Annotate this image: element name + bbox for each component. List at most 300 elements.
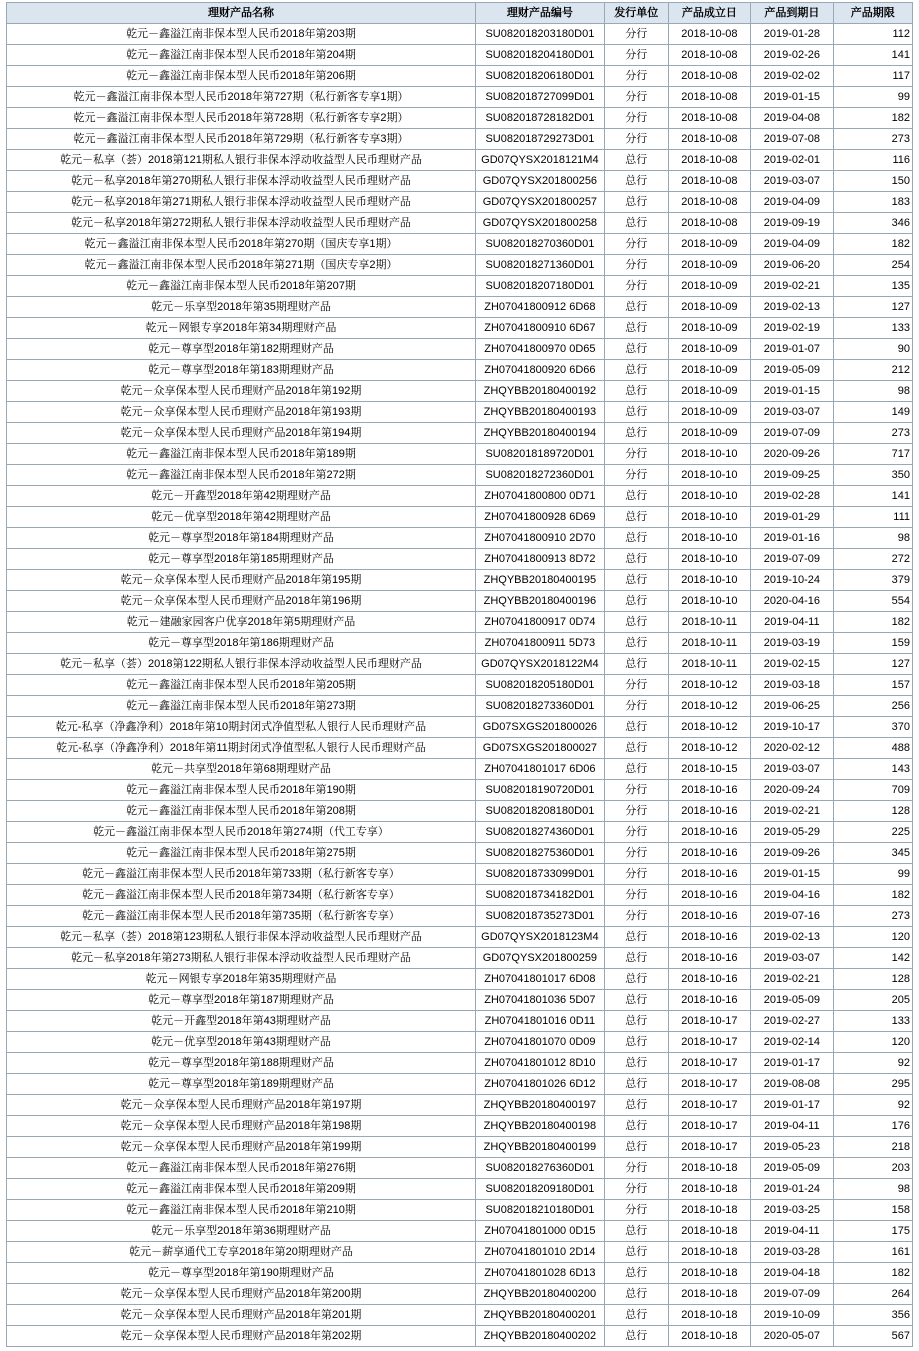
cell-term: 488	[833, 738, 912, 759]
cell-product-code: ZH07041801017 6D08	[475, 969, 604, 990]
cell-product-code: ZH07041800910 6D67	[475, 318, 604, 339]
cell-issuing-unit: 总行	[604, 423, 668, 444]
cell-term: 273	[833, 129, 912, 150]
cell-product-code: ZH07041800920 6D66	[475, 360, 604, 381]
cell-start-date: 2018-10-08	[668, 129, 750, 150]
cell-product-code: SU082018203180D01	[475, 24, 604, 45]
cell-term: 272	[833, 549, 912, 570]
cell-term: 709	[833, 780, 912, 801]
cell-issuing-unit: 总行	[604, 402, 668, 423]
cell-start-date: 2018-10-17	[668, 1116, 750, 1137]
cell-product-code: ZH07041800800 0D71	[475, 486, 604, 507]
cell-product-code: GD07QYSX201800256	[475, 171, 604, 192]
table-row	[7, 1326, 913, 1347]
cell-product-name: 乾元－开鑫型2018年第42期理财产品	[7, 486, 476, 507]
cell-issuing-unit: 分行	[604, 276, 668, 297]
cell-start-date: 2018-10-16	[668, 780, 750, 801]
cell-product-code: ZH07041801010 2D14	[475, 1242, 604, 1263]
cell-product-code: ZH07041801070 0D09	[475, 1032, 604, 1053]
cell-product-name: 乾元－鑫溢江南非保本型人民币2018年第275期	[7, 843, 476, 864]
cell-term: 128	[833, 801, 912, 822]
table-row	[7, 1011, 913, 1032]
cell-issuing-unit: 总行	[604, 213, 668, 234]
table-row	[7, 360, 913, 381]
table-header	[7, 3, 913, 24]
cell-start-date: 2018-10-18	[668, 1284, 750, 1305]
cell-product-name: 乾元－共享型2018年第68期理财产品	[7, 759, 476, 780]
table-row	[7, 1305, 913, 1326]
cell-product-name: 乾元－鑫溢江南非保本型人民币2018年第728期（私行新客专享2期）	[7, 108, 476, 129]
cell-issuing-unit: 总行	[604, 297, 668, 318]
table-row	[7, 45, 913, 66]
cell-term: 98	[833, 1179, 912, 1200]
cell-start-date: 2018-10-16	[668, 822, 750, 843]
cell-product-code: GD07SXGS201800026	[475, 717, 604, 738]
cell-issuing-unit: 总行	[604, 969, 668, 990]
cell-start-date: 2018-10-11	[668, 633, 750, 654]
cell-issuing-unit: 总行	[604, 948, 668, 969]
cell-product-code: SU082018270360D01	[475, 234, 604, 255]
cell-product-name: 乾元－私享2018年第272期私人银行非保本浮动收益型人民币理财产品	[7, 213, 476, 234]
cell-product-code: ZHQYBB20180400197	[475, 1095, 604, 1116]
cell-term: 554	[833, 591, 912, 612]
cell-start-date: 2018-10-10	[668, 549, 750, 570]
cell-maturity-date: 2019-02-15	[751, 654, 833, 675]
cell-issuing-unit: 分行	[604, 87, 668, 108]
cell-term: 143	[833, 759, 912, 780]
cell-start-date: 2018-10-08	[668, 108, 750, 129]
table-row	[7, 864, 913, 885]
cell-product-name: 乾元－鑫溢江南非保本型人民币2018年第727期（私行新客专享1期）	[7, 87, 476, 108]
table-row	[7, 444, 913, 465]
cell-issuing-unit: 总行	[604, 1032, 668, 1053]
cell-maturity-date: 2019-01-16	[751, 528, 833, 549]
cell-maturity-date: 2019-05-29	[751, 822, 833, 843]
cell-issuing-unit: 分行	[604, 675, 668, 696]
cell-start-date: 2018-10-18	[668, 1326, 750, 1347]
cell-issuing-unit: 分行	[604, 1200, 668, 1221]
cell-maturity-date: 2019-07-08	[751, 129, 833, 150]
cell-term: 116	[833, 150, 912, 171]
cell-term: 99	[833, 87, 912, 108]
cell-start-date: 2018-10-09	[668, 339, 750, 360]
cell-product-code: SU082018210180D01	[475, 1200, 604, 1221]
cell-issuing-unit: 总行	[604, 717, 668, 738]
cell-term: 182	[833, 108, 912, 129]
cell-term: 133	[833, 318, 912, 339]
cell-start-date: 2018-10-18	[668, 1179, 750, 1200]
cell-product-code: ZH07041801012 8D10	[475, 1053, 604, 1074]
cell-issuing-unit: 分行	[604, 906, 668, 927]
cell-maturity-date: 2019-09-19	[751, 213, 833, 234]
cell-term: 218	[833, 1137, 912, 1158]
cell-issuing-unit: 分行	[604, 885, 668, 906]
cell-maturity-date: 2019-07-16	[751, 906, 833, 927]
cell-product-name: 乾元－众享保本型人民币理财产品2018年第193期	[7, 402, 476, 423]
cell-issuing-unit: 总行	[604, 1074, 668, 1095]
cell-maturity-date: 2019-01-07	[751, 339, 833, 360]
wealth-product-table	[6, 2, 913, 1347]
cell-start-date: 2018-10-12	[668, 717, 750, 738]
cell-start-date: 2018-10-09	[668, 402, 750, 423]
cell-issuing-unit: 总行	[604, 150, 668, 171]
cell-start-date: 2018-10-17	[668, 1032, 750, 1053]
cell-maturity-date: 2019-02-28	[751, 486, 833, 507]
cell-start-date: 2018-10-16	[668, 843, 750, 864]
cell-start-date: 2018-10-18	[668, 1200, 750, 1221]
cell-issuing-unit: 分行	[604, 234, 668, 255]
cell-term: 203	[833, 1158, 912, 1179]
cell-issuing-unit: 总行	[604, 360, 668, 381]
cell-issuing-unit: 分行	[604, 24, 668, 45]
cell-start-date: 2018-10-10	[668, 486, 750, 507]
cell-maturity-date: 2019-02-21	[751, 801, 833, 822]
cell-product-name: 乾元－鑫溢江南非保本型人民币2018年第207期	[7, 276, 476, 297]
cell-start-date: 2018-10-17	[668, 1137, 750, 1158]
cell-issuing-unit: 总行	[604, 528, 668, 549]
cell-product-name: 乾元－鑫溢江南非保本型人民币2018年第276期	[7, 1158, 476, 1179]
table-row	[7, 234, 913, 255]
cell-product-name: 乾元－尊享型2018年第187期理财产品	[7, 990, 476, 1011]
cell-issuing-unit: 分行	[604, 444, 668, 465]
cell-product-name: 乾元－众享保本型人民币理财产品2018年第201期	[7, 1305, 476, 1326]
cell-issuing-unit: 总行	[604, 738, 668, 759]
cell-product-name: 乾元－乐享型2018年第36期理财产品	[7, 1221, 476, 1242]
cell-issuing-unit: 总行	[604, 1326, 668, 1347]
cell-issuing-unit: 总行	[604, 591, 668, 612]
cell-maturity-date: 2019-10-24	[751, 570, 833, 591]
cell-start-date: 2018-10-16	[668, 864, 750, 885]
cell-product-name: 乾元－鑫溢江南非保本型人民币2018年第733期（私行新客专享）	[7, 864, 476, 885]
table-row	[7, 24, 913, 45]
column-header-product-code: 理财产品编号	[475, 3, 604, 24]
cell-maturity-date: 2019-01-24	[751, 1179, 833, 1200]
cell-issuing-unit: 总行	[604, 549, 668, 570]
cell-term: 273	[833, 906, 912, 927]
cell-product-name: 乾元-私享（净鑫净利）2018年第11期封闭式净值型私人银行人民币理财产品	[7, 738, 476, 759]
cell-issuing-unit: 总行	[604, 507, 668, 528]
cell-product-name: 乾元－建融家园客户优享2018年第5期理财产品	[7, 612, 476, 633]
table-header-row	[7, 3, 913, 24]
cell-maturity-date: 2019-05-23	[751, 1137, 833, 1158]
cell-product-code: SU082018206180D01	[475, 66, 604, 87]
cell-start-date: 2018-10-17	[668, 1053, 750, 1074]
table-row	[7, 948, 913, 969]
cell-term: 149	[833, 402, 912, 423]
table-row	[7, 192, 913, 213]
cell-maturity-date: 2019-01-28	[751, 24, 833, 45]
cell-product-name: 乾元-私享（净鑫净利）2018年第10期封闭式净值型私人银行人民币理财产品	[7, 717, 476, 738]
cell-product-name: 乾元－众享保本型人民币理财产品2018年第200期	[7, 1284, 476, 1305]
cell-product-code: ZH07041800917 0D74	[475, 612, 604, 633]
cell-maturity-date: 2019-02-13	[751, 297, 833, 318]
cell-term: 264	[833, 1284, 912, 1305]
cell-product-code: GD07QYSX2018122M4	[475, 654, 604, 675]
cell-product-name: 乾元－众享保本型人民币理财产品2018年第192期	[7, 381, 476, 402]
table-row	[7, 423, 913, 444]
table-row	[7, 1242, 913, 1263]
cell-product-name: 乾元－尊享型2018年第183期理财产品	[7, 360, 476, 381]
cell-maturity-date: 2019-03-07	[751, 402, 833, 423]
cell-product-name: 乾元－鑫溢江南非保本型人民币2018年第270期（国庆专享1期）	[7, 234, 476, 255]
cell-maturity-date: 2019-02-19	[751, 318, 833, 339]
cell-product-code: SU082018733099D01	[475, 864, 604, 885]
cell-product-code: GD07QYSX2018121M4	[475, 150, 604, 171]
cell-product-name: 乾元－优享型2018年第42期理财产品	[7, 507, 476, 528]
cell-product-code: ZH07041800910 2D70	[475, 528, 604, 549]
cell-product-name: 乾元－私享2018年第273期私人银行非保本浮动收益型人民币理财产品	[7, 948, 476, 969]
cell-issuing-unit: 总行	[604, 318, 668, 339]
cell-maturity-date: 2019-09-25	[751, 465, 833, 486]
table-row	[7, 1221, 913, 1242]
cell-start-date: 2018-10-10	[668, 507, 750, 528]
cell-product-code: GD07SXGS201800027	[475, 738, 604, 759]
cell-product-code: SU082018204180D01	[475, 45, 604, 66]
cell-issuing-unit: 总行	[604, 381, 668, 402]
table-row	[7, 1200, 913, 1221]
cell-start-date: 2018-10-10	[668, 591, 750, 612]
cell-product-name: 乾元－鑫溢江南非保本型人民币2018年第272期	[7, 465, 476, 486]
cell-issuing-unit: 分行	[604, 801, 668, 822]
cell-issuing-unit: 总行	[604, 612, 668, 633]
cell-product-code: ZHQYBB20180400195	[475, 570, 604, 591]
cell-product-code: ZH07041801028 6D13	[475, 1263, 604, 1284]
cell-product-code: GD07QYSX201800257	[475, 192, 604, 213]
table-row	[7, 150, 913, 171]
cell-maturity-date: 2019-02-21	[751, 276, 833, 297]
table-row	[7, 297, 913, 318]
cell-term: 99	[833, 864, 912, 885]
cell-product-code: SU082018273360D01	[475, 696, 604, 717]
cell-product-name: 乾元－尊享型2018年第189期理财产品	[7, 1074, 476, 1095]
table-row	[7, 87, 913, 108]
cell-maturity-date: 2019-01-15	[751, 87, 833, 108]
cell-issuing-unit: 分行	[604, 843, 668, 864]
cell-term: 356	[833, 1305, 912, 1326]
cell-start-date: 2018-10-08	[668, 45, 750, 66]
cell-product-code: ZHQYBB20180400201	[475, 1305, 604, 1326]
cell-maturity-date: 2019-06-25	[751, 696, 833, 717]
cell-maturity-date: 2020-09-24	[751, 780, 833, 801]
table-row	[7, 507, 913, 528]
cell-start-date: 2018-10-10	[668, 465, 750, 486]
table-row	[7, 696, 913, 717]
cell-term: 161	[833, 1242, 912, 1263]
cell-product-code: GD07QYSX201800258	[475, 213, 604, 234]
cell-start-date: 2018-10-16	[668, 801, 750, 822]
cell-start-date: 2018-10-17	[668, 1011, 750, 1032]
cell-product-name: 乾元－众享保本型人民币理财产品2018年第202期	[7, 1326, 476, 1347]
table-row	[7, 990, 913, 1011]
cell-start-date: 2018-10-16	[668, 990, 750, 1011]
cell-maturity-date: 2019-02-01	[751, 150, 833, 171]
cell-product-name: 乾元－众享保本型人民币理财产品2018年第199期	[7, 1137, 476, 1158]
table-row	[7, 1116, 913, 1137]
cell-term: 182	[833, 612, 912, 633]
cell-start-date: 2018-10-10	[668, 528, 750, 549]
cell-issuing-unit: 总行	[604, 1263, 668, 1284]
cell-issuing-unit: 分行	[604, 465, 668, 486]
cell-maturity-date: 2019-03-07	[751, 171, 833, 192]
cell-term: 717	[833, 444, 912, 465]
cell-term: 273	[833, 423, 912, 444]
cell-start-date: 2018-10-15	[668, 759, 750, 780]
cell-product-name: 乾元－众享保本型人民币理财产品2018年第195期	[7, 570, 476, 591]
cell-start-date: 2018-10-09	[668, 360, 750, 381]
cell-start-date: 2018-10-10	[668, 444, 750, 465]
cell-maturity-date: 2019-09-26	[751, 843, 833, 864]
table-row	[7, 822, 913, 843]
cell-issuing-unit: 分行	[604, 1179, 668, 1200]
cell-start-date: 2018-10-17	[668, 1074, 750, 1095]
cell-product-code: SU082018208180D01	[475, 801, 604, 822]
table-row	[7, 969, 913, 990]
cell-product-code: ZH07041800911 5D73	[475, 633, 604, 654]
cell-maturity-date: 2020-09-26	[751, 444, 833, 465]
cell-start-date: 2018-10-11	[668, 612, 750, 633]
cell-product-name: 乾元－尊享型2018年第188期理财产品	[7, 1053, 476, 1074]
cell-maturity-date: 2019-01-15	[751, 864, 833, 885]
cell-start-date: 2018-10-18	[668, 1263, 750, 1284]
cell-maturity-date: 2019-05-09	[751, 990, 833, 1011]
cell-term: 128	[833, 969, 912, 990]
cell-product-name: 乾元－鑫溢江南非保本型人民币2018年第210期	[7, 1200, 476, 1221]
cell-maturity-date: 2019-04-11	[751, 1221, 833, 1242]
cell-maturity-date: 2019-01-17	[751, 1095, 833, 1116]
table-row	[7, 1053, 913, 1074]
cell-maturity-date: 2019-03-25	[751, 1200, 833, 1221]
table-row	[7, 738, 913, 759]
cell-start-date: 2018-10-08	[668, 87, 750, 108]
cell-term: 295	[833, 1074, 912, 1095]
cell-term: 141	[833, 486, 912, 507]
cell-start-date: 2018-10-16	[668, 885, 750, 906]
cell-product-code: ZHQYBB20180400193	[475, 402, 604, 423]
cell-issuing-unit: 分行	[604, 864, 668, 885]
cell-issuing-unit: 总行	[604, 1011, 668, 1032]
cell-start-date: 2018-10-16	[668, 927, 750, 948]
cell-product-code: SU082018272360D01	[475, 465, 604, 486]
cell-maturity-date: 2019-08-08	[751, 1074, 833, 1095]
cell-product-name: 乾元－私享（荟）2018第123期私人银行非保本浮动收益型人民币理财产品	[7, 927, 476, 948]
cell-start-date: 2018-10-10	[668, 570, 750, 591]
table-row	[7, 1137, 913, 1158]
cell-product-code: ZH07041801016 0D11	[475, 1011, 604, 1032]
cell-term: 379	[833, 570, 912, 591]
cell-issuing-unit: 总行	[604, 990, 668, 1011]
cell-product-name: 乾元－尊享型2018年第184期理财产品	[7, 528, 476, 549]
table-row	[7, 402, 913, 423]
cell-maturity-date: 2019-03-19	[751, 633, 833, 654]
cell-product-name: 乾元－私享2018年第271期私人银行非保本浮动收益型人民币理财产品	[7, 192, 476, 213]
cell-product-code: ZH07041800912 6D68	[475, 297, 604, 318]
cell-issuing-unit: 总行	[604, 1284, 668, 1305]
cell-issuing-unit: 分行	[604, 255, 668, 276]
cell-term: 120	[833, 1032, 912, 1053]
cell-term: 254	[833, 255, 912, 276]
cell-start-date: 2018-10-16	[668, 969, 750, 990]
table-row	[7, 633, 913, 654]
cell-term: 159	[833, 633, 912, 654]
cell-maturity-date: 2019-04-18	[751, 1263, 833, 1284]
cell-maturity-date: 2019-02-27	[751, 1011, 833, 1032]
cell-start-date: 2018-10-16	[668, 948, 750, 969]
cell-issuing-unit: 总行	[604, 759, 668, 780]
cell-term: 141	[833, 45, 912, 66]
cell-product-name: 乾元－众享保本型人民币理财产品2018年第198期	[7, 1116, 476, 1137]
cell-issuing-unit: 总行	[604, 927, 668, 948]
column-header-product-name: 理财产品名称	[7, 3, 476, 24]
cell-maturity-date: 2019-04-11	[751, 1116, 833, 1137]
cell-product-code: ZHQYBB20180400200	[475, 1284, 604, 1305]
cell-product-code: SU082018729273D01	[475, 129, 604, 150]
cell-product-code: SU082018207180D01	[475, 276, 604, 297]
table-row	[7, 780, 913, 801]
cell-product-code: ZH07041801036 5D07	[475, 990, 604, 1011]
cell-maturity-date: 2019-06-20	[751, 255, 833, 276]
cell-start-date: 2018-10-09	[668, 423, 750, 444]
cell-issuing-unit: 总行	[604, 1053, 668, 1074]
cell-start-date: 2018-10-09	[668, 318, 750, 339]
cell-term: 127	[833, 654, 912, 675]
cell-term: 212	[833, 360, 912, 381]
cell-term: 370	[833, 717, 912, 738]
cell-issuing-unit: 总行	[604, 654, 668, 675]
cell-start-date: 2018-10-08	[668, 213, 750, 234]
cell-start-date: 2018-10-18	[668, 1221, 750, 1242]
table-row	[7, 276, 913, 297]
cell-term: 98	[833, 528, 912, 549]
table-row	[7, 927, 913, 948]
cell-maturity-date: 2019-07-09	[751, 549, 833, 570]
cell-start-date: 2018-10-11	[668, 654, 750, 675]
table-row	[7, 1095, 913, 1116]
cell-start-date: 2018-10-12	[668, 738, 750, 759]
table-row	[7, 1032, 913, 1053]
cell-term: 90	[833, 339, 912, 360]
cell-product-code: ZH07041800970 0D65	[475, 339, 604, 360]
cell-issuing-unit: 分行	[604, 1158, 668, 1179]
cell-product-code: SU082018276360D01	[475, 1158, 604, 1179]
cell-maturity-date: 2019-04-09	[751, 192, 833, 213]
cell-product-code: ZH07041801000 0D15	[475, 1221, 604, 1242]
cell-start-date: 2018-10-09	[668, 381, 750, 402]
table-row	[7, 108, 913, 129]
cell-issuing-unit: 总行	[604, 1116, 668, 1137]
table-row	[7, 486, 913, 507]
column-header-issuing-unit: 发行单位	[604, 3, 668, 24]
cell-product-code: ZHQYBB20180400199	[475, 1137, 604, 1158]
cell-term: 183	[833, 192, 912, 213]
cell-start-date: 2018-10-17	[668, 1095, 750, 1116]
cell-product-name: 乾元－乐享型2018年第35期理财产品	[7, 297, 476, 318]
cell-product-name: 乾元－众享保本型人民币理财产品2018年第194期	[7, 423, 476, 444]
cell-maturity-date: 2019-05-09	[751, 1158, 833, 1179]
cell-start-date: 2018-10-08	[668, 192, 750, 213]
table-row	[7, 591, 913, 612]
cell-product-name: 乾元－私享（荟）2018第122期私人银行非保本浮动收益型人民币理财产品	[7, 654, 476, 675]
cell-product-name: 乾元－鑫溢江南非保本型人民币2018年第190期	[7, 780, 476, 801]
cell-start-date: 2018-10-12	[668, 675, 750, 696]
table-row	[7, 528, 913, 549]
cell-product-name: 乾元－鑫溢江南非保本型人民币2018年第206期	[7, 66, 476, 87]
cell-product-name: 乾元－鑫溢江南非保本型人民币2018年第203期	[7, 24, 476, 45]
cell-term: 120	[833, 927, 912, 948]
table-row	[7, 129, 913, 150]
cell-term: 345	[833, 843, 912, 864]
cell-product-code: ZHQYBB20180400202	[475, 1326, 604, 1347]
table-row	[7, 255, 913, 276]
